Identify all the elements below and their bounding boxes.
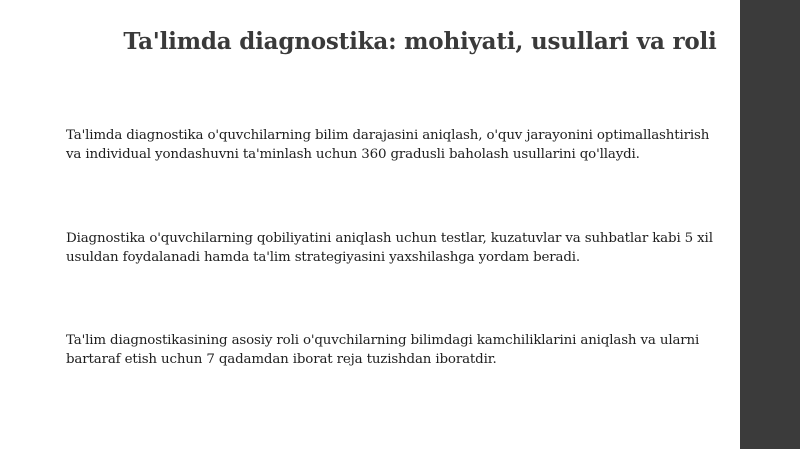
slide-title: Ta'limda diagnostika: mohiyati, usullari va roli	[123, 28, 717, 55]
paragraph-3: Ta'lim diagnostikasining asosiy roli o'quvchilarning bilimdagi kamchiliklarini aniqlash va ularni bartaraf etish uchun 7 qadamdan iborat reja tuzishdan iboratdir.	[66, 333, 700, 367]
paragraph-2: Diagnostika o'quvchilarning qobiliyatini aniqlash uchun testlar, kuzatuvlar va suhbatlar kabi 5 xil usuldan foydalanadi hamda ta'lim strategiyasini yaxshilashga yordam beradi.	[66, 231, 713, 265]
paragraph-1: Ta'limda diagnostika o'quvchilarning bilim darajasini aniqlash, o'quv jarayonini optimallashtirish va individual yondashuvni ta'minlash uchun 360 gradusli baholash usullarini qo'llaydi.	[66, 128, 710, 162]
dark-side-panel	[740, 0, 800, 449]
